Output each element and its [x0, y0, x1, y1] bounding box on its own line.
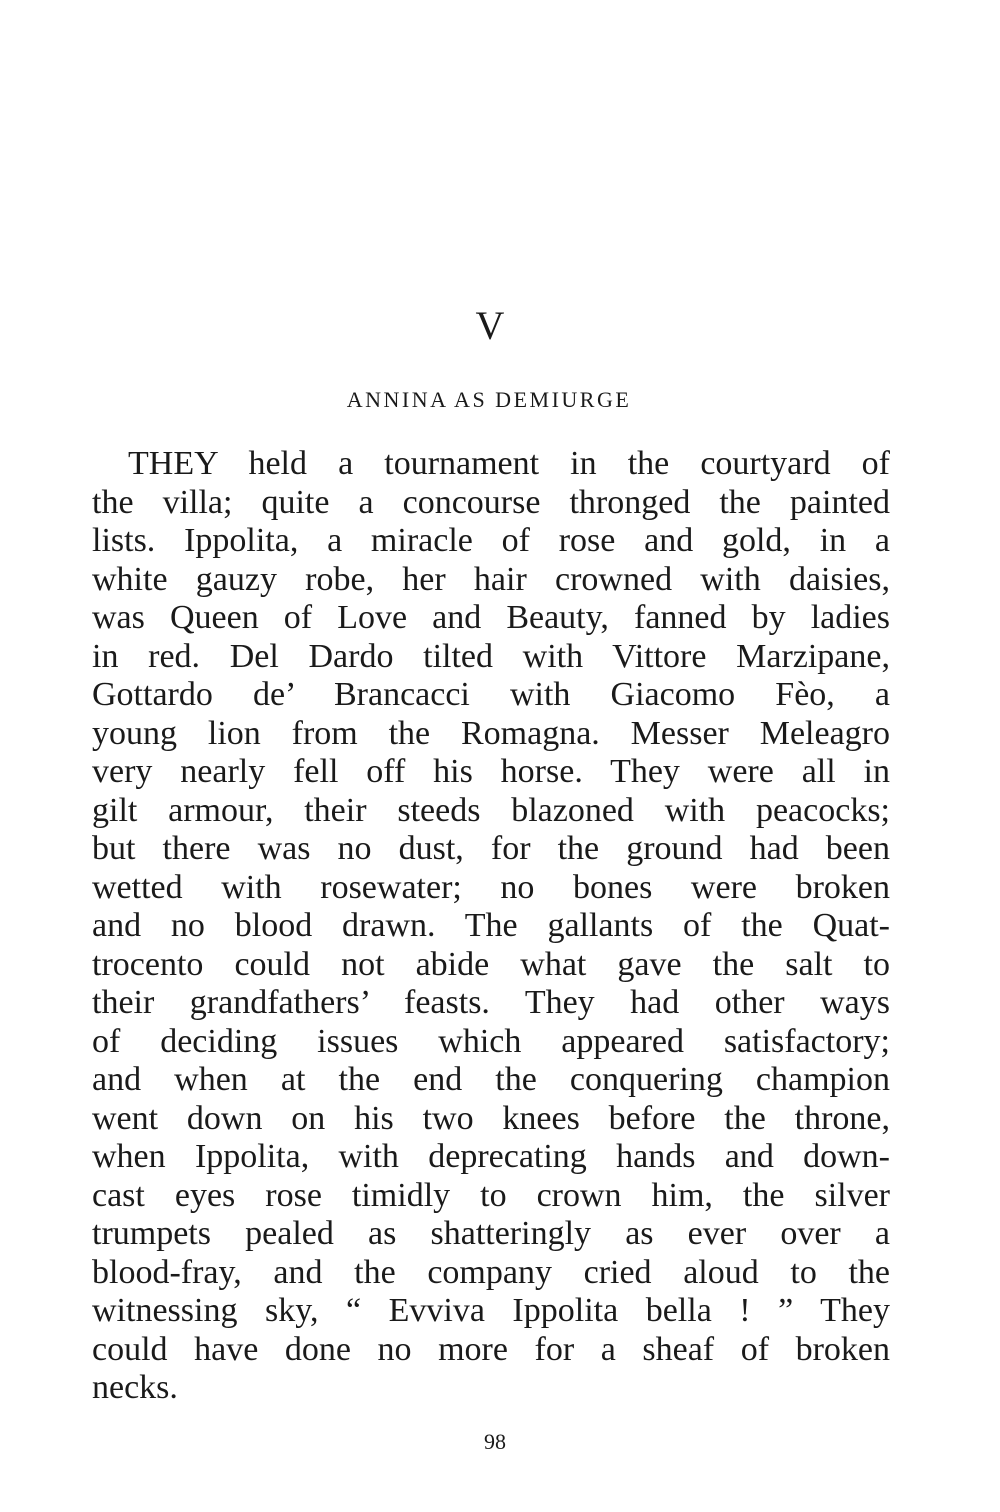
chapter-number: V	[475, 303, 505, 348]
text-line: trumpets pealed as shatteringly as ever over a	[92, 1215, 890, 1252]
text-line: could have done no more for a sheaf of broken	[92, 1330, 890, 1368]
text-line: trocento could not abide what gave the salt to	[92, 945, 890, 983]
text-line: necks.	[92, 1369, 178, 1406]
chapter-title: ANNINA AS DEMIURGE	[346, 387, 632, 412]
text-line: very nearly fell off his horse. They were all in	[92, 753, 890, 790]
text-line: their grandfathers’ feasts. They had other ways	[92, 984, 890, 1021]
text-line: and no blood drawn. The gallants of the Quat-	[92, 907, 890, 944]
text-line: cast eyes rose timidly to crown him, the silver	[92, 1176, 890, 1214]
body-paragraph	[92, 445, 890, 1408]
text-line: when Ippolita, with deprecating hands and down-	[92, 1138, 890, 1175]
page-number: 98	[484, 1429, 506, 1454]
text-line: was Queen of Love and Beauty, fanned by ladies	[92, 599, 890, 636]
text-line: witnessing sky, “ Evviva Ippolita bella ! ” They	[92, 1292, 890, 1329]
text-line: and when at the end the conquering champion	[92, 1061, 890, 1098]
text-line: gilt armour, their steeds blazoned with peacocks;	[92, 791, 890, 829]
text-line: THEY held a tournament in the courtyard of	[128, 445, 890, 482]
text-line: Gottardo de’ Brancacci with Giacomo Fèo, a	[92, 676, 890, 713]
text-line: in red. Del Dardo tilted with Vittore Marzipane,	[92, 637, 890, 675]
text-line: of deciding issues which appeared satisfactory;	[92, 1022, 890, 1060]
text-line: white gauzy robe, her hair crowned with daisies,	[92, 560, 890, 598]
text-line: but there was no dust, for the ground had been	[92, 830, 890, 867]
text-line: went down on his two knees before the throne,	[92, 1099, 890, 1137]
text-line: young lion from the Romagna. Messer Meleagro	[92, 714, 890, 752]
text-line: wetted with rosewater; no bones were broken	[92, 868, 890, 906]
text-line: the villa; quite a concourse thronged the painted	[92, 483, 890, 521]
text-line: lists. Ippolita, a miracle of rose and gold, in a	[92, 522, 890, 559]
text-line: blood-fray, and the company cried aloud to the	[92, 1253, 890, 1291]
